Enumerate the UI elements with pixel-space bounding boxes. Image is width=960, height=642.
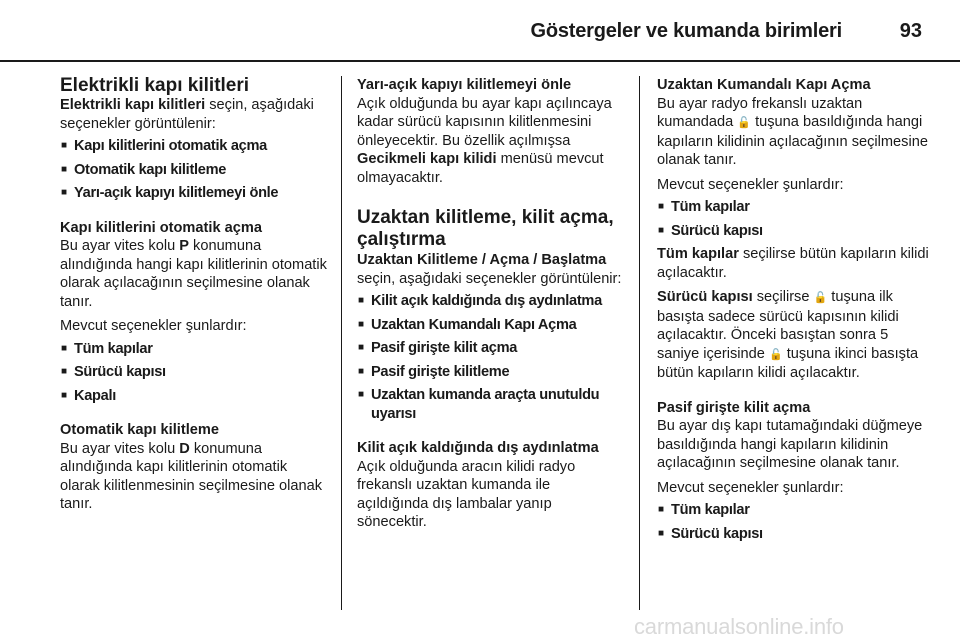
paragraph (357, 95, 625, 188)
paragraph-text: menüsü mevcut olmayacaktır. (357, 151, 604, 186)
paragraph (357, 251, 625, 288)
unlock-icon: 🔓 (768, 348, 783, 361)
list-item: ■ Sürücü kapısı (657, 525, 930, 544)
paragraph (60, 96, 330, 133)
paragraph-text: tuşuna basıldığında hangi kapıların kilidinin açılacağının seçilmesine olanak tanır. (657, 114, 928, 168)
option-name: Tüm kapılar (657, 246, 739, 262)
paragraph-text: tuşuna ikinci basışta bütün kapıların kilidi açılacaktır. (657, 345, 919, 381)
list-item: ■ Tüm kapılar (657, 501, 930, 520)
subsection-title: Kapı kilitlerini otomatik açma (60, 219, 262, 236)
menu-name: Elektrikli kapı kilitleri (60, 97, 206, 113)
paragraph-text: konumuna alındığında kapı kilitlerinin otomatik olarak kilitlenmesinin seçilmesine olanak tanır. (60, 440, 322, 512)
paragraph-text: Bu ayar radyo frekanslı uzaktan kumandada (657, 95, 863, 130)
paragraph-text: Bu ayar vites kolu (60, 440, 180, 457)
section-title: Elektrikli kapı kilitleri (60, 75, 250, 96)
paragraph (657, 95, 930, 170)
column-2 (357, 76, 625, 608)
paragraph (657, 288, 930, 383)
subsection-title: Pasif girişte kilit açma (657, 399, 811, 416)
paragraph: Açık olduğunda aracın kilidi radyo frekanslı uzaktan kumanda ile açıldığında dış lambalar yanıp sönecektir. (357, 458, 576, 530)
paragraph (60, 440, 330, 514)
list-item: ■ Tüm kapılar (60, 340, 330, 359)
subsection-title: Kilit açık kaldığında dış aydınlatma (357, 440, 599, 456)
unlock-icon: 🔓 (813, 292, 828, 304)
subsection-title: Uzaktan Kumandalı Kapı Açma (657, 77, 871, 93)
list-item: ■ Pasif girişte kilitleme (357, 363, 625, 382)
option-list (657, 198, 930, 240)
paragraph: Mevcut seçenekler şunlardır: (657, 479, 844, 496)
list-item: ■ Sürücü kapısı (60, 363, 330, 382)
paragraph (60, 237, 330, 311)
paragraph: Mevcut seçenekler şunlardır: (60, 318, 247, 334)
page-number: 93 (899, 20, 922, 42)
watermark: carmanualsonline.info (634, 614, 844, 639)
option-list (657, 501, 930, 543)
gear-position: D (179, 440, 190, 457)
paragraph-text: Açık olduğunda bu ayar kapı açılıncaya kadar sürücü kapısının kilitlenmesini önleyecektir. Bu özellik açılmışsa (357, 95, 612, 149)
page-title: Göstergeler ve kumanda birimleri (530, 20, 842, 42)
subsection-title: Yarı-açık kapıyı kilitlemeyi önle (357, 77, 572, 93)
menu-name: Gecikmeli kapı kilidi (357, 151, 497, 167)
option-list (60, 137, 330, 203)
paragraph-text: konumuna alındığında hangi kapı kilitlerinin otomatik olarak açılacağının seçilmesine olanak tanır. (60, 238, 327, 310)
column-divider (341, 76, 342, 610)
list-item: ■ Yarı-açık kapıyı kilitlemeyi önle (60, 184, 330, 203)
page-header (0, 0, 960, 62)
paragraph-text: Bu ayar vites kolu (60, 238, 180, 254)
paragraph (657, 245, 930, 282)
menu-name: Uzaktan Kilitleme / Açma / Başlatma (357, 252, 607, 268)
column-divider (639, 76, 640, 610)
option-list (60, 340, 330, 406)
paragraph-text: seçin, aşağıdaki seçenekler görüntülenir: (357, 270, 622, 287)
paragraph-text: seçilirse (752, 289, 814, 305)
paragraph-text: seçilirse bütün kapıların kilidi açılacaktır. (657, 246, 929, 281)
paragraph-text: seçin, aşağıdaki seçenekler görüntülenir: (60, 97, 314, 132)
list-item: ■ Kilit açık kaldığında dış aydınlatma (357, 292, 625, 311)
gear-position: P (179, 238, 189, 254)
paragraph: Mevcut seçenekler şunlardır: (657, 176, 844, 193)
list-item: ■ Otomatik kapı kilitleme (60, 161, 330, 180)
option-list (357, 292, 625, 423)
list-item: ■ Uzaktan Kumandalı Kapı Açma (357, 316, 625, 335)
subsection-title: Otomatik kapı kilitleme (60, 422, 219, 438)
unlock-icon: 🔓 (737, 117, 752, 129)
column-3 (657, 76, 930, 608)
list-item: ■ Tüm kapılar (657, 198, 930, 217)
list-item: ■ Kapalı (60, 387, 330, 406)
list-item: ■ Uzaktan kumanda araçta unutuldu uyarısı (357, 386, 625, 423)
list-item: ■ Kapı kilitlerini otomatik açma (60, 137, 330, 156)
list-item: ■ Sürücü kapısı (657, 222, 930, 241)
list-item: ■ Pasif girişte kilit açma (357, 339, 625, 358)
section-title: Uzaktan kilitleme, kilit açma, çalıştırma (357, 207, 614, 250)
column-1 (60, 76, 330, 608)
paragraph: Bu ayar dış kapı tutamağındaki düğmeye basıldığında hangi kapıların kilidinin açılacağının seçilmesine olanak tanır. (657, 418, 923, 471)
option-name: Sürücü kapısı (657, 289, 753, 305)
paragraph-text: tuşuna ilk basışta sadece sürücü kapısının kilidi açılacaktır. Önceki basıştan sonra 5 saniye içerisinde (657, 289, 899, 362)
